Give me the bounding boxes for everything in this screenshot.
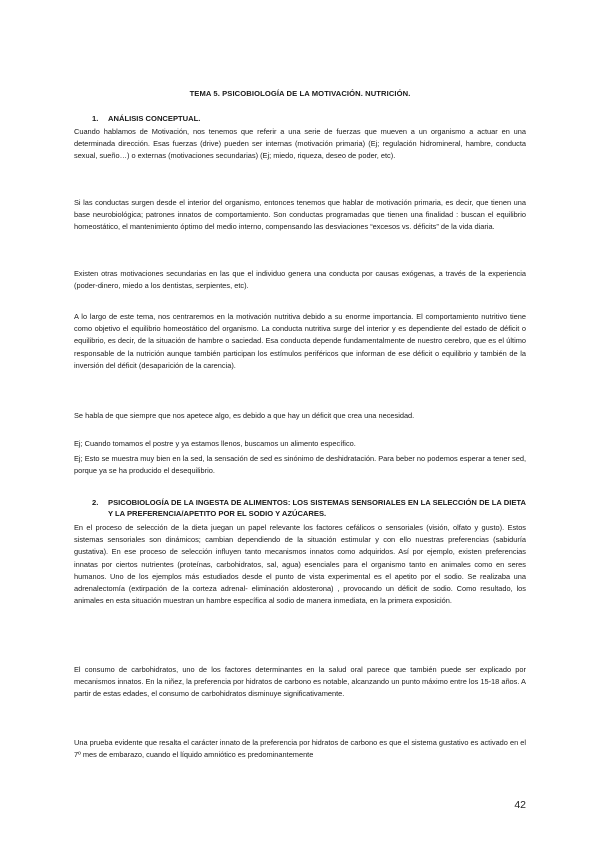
paragraph-deficit: Se habla de que siempre que nos apetece algo, es debido a que hay un déficit que crea una necesidad. bbox=[74, 411, 415, 420]
section-1-title: ANÁLISIS CONCEPTUAL. bbox=[108, 114, 201, 123]
paragraph-motivacion: Cuando hablamos de Motivación, nos tenemos que referir a una serie de fuerzas que mueven a un organismo a actuar en una determinada dirección. Esas fuerzas (drive) pueden ser internas (motivación primaria) (Ej; regulación hidromineral, hambre, conducta sexual, sueño…) o externas (motivaciones secundarias) (Ej; miedo, riqueza, deseo de poder, etc). bbox=[74, 127, 526, 161]
paragraph-ejemplo-sed: Ej; Esto se muestra muy bien en la sed, la sensación de sed es sinónimo de deshidratación. Para beber no podemos esperar a tener sed, porque ya se ha producido el desequilibrio. bbox=[74, 454, 526, 476]
paragraph-ejemplo-postre: Ej; Cuando tomamos el postre y ya estamos llenos, buscamos un alimento específico. bbox=[74, 439, 356, 448]
paragraph-motivacion-nutritiva: A lo largo de este tema, nos centraremos en la motivación nutritiva debido a su enorme importancia. El comportamiento nutritivo tiene como objetivo el equilibrio homeostático del organismo. La conducta nutritiva surge del interior y es dependiente del estado de déficit o equilibrio, es decir, de la situación de hambre o saciedad. Esa conducta depende fundamentalmente de nuestro cerebro, que es el último responsable de la nutrición aunque también participan los estímulos periféricos que informan de ese déficit o equilibrio y también de la inversión del déficit (desaparición de la carencia). bbox=[74, 312, 526, 370]
page-number: 42 bbox=[514, 799, 526, 811]
paragraph-motivacion-primaria: Si las conductas surgen desde el interior del organismo, entonces tenemos que hablar de motivación primaria, es decir, que tienen una base neurobiológica; patrones innatos de comportamiento. Son conductas programadas que tienen una finalidad : buscan el equilibrio homeostático, el mantenimiento óptimo del medio interno, compensando las desviaciones “excesos vs. déficits” de la vida diaria. bbox=[74, 198, 526, 232]
paragraph-carbohidratos: El consumo de carbohidratos, uno de los factores determinantes en la salud oral parece que también puede ser explicado por mecanismos innatos. En la niñez, la preferencia por hidratos de carbono es notable, alcanzando un punto máximo entre los 15-18 años. A partir de estas edades, el consumo de carbohidratos disminuye significativamente. bbox=[74, 665, 526, 699]
paragraph-prueba-innata: Una prueba evidente que resalta el carácter innato de la preferencia por hidratos de carbono es que el sistema gustativo es activado en el 7º mes de embarazo, cuando el líquido amniótico es predominantemente bbox=[74, 738, 526, 760]
section-2-title: PSICOBIOLOGÍA DE LA INGESTA DE ALIMENTOS: LOS SISTEMAS SENSORIALES EN LA SELECCIÓN DE LA DIETA Y LA PREFERENCIA/APETITO POR EL SODIO Y AZÚCARES. bbox=[108, 498, 526, 519]
section-1-number: 1. bbox=[92, 114, 99, 123]
page-title: TEMA 5. PSICOBIOLOGÍA DE LA MOTIVACIÓN. NUTRICIÓN. bbox=[189, 89, 411, 98]
section-1-heading bbox=[74, 113, 526, 124]
paragraph-motivaciones-secundarias: Existen otras motivaciones secundarias en las que el individuo genera una conducta por causas exógenas, a través de la experiencia (poder-dinero, miedo a los dentistas, serpientes, etc). bbox=[74, 269, 526, 291]
paragraph-seleccion-dieta: En el proceso de selección de la dieta juegan un papel relevante los factores cefálicos o sensoriales (visión, olfato y gusto). Estos sistemas sensoriales son dinámicos; cambian dependiendo de la situación estimular y con ello nuestras preferencias (sabiduría gustativa). En ese proceso de selección influyen tanto mecanismos innatos como adquiridos. Así por ejemplo, existen preferencias innatas por ciertos nutrientes (proteínas, carbohidratos, sal, agua) esenciales para el organismo tanto en animales como en seres humanos. Uno de los ejemplos más estudiados desde el punto de vista experimental es el apetito por el sodio. Se realizaba una adrenalectomía (extirpación de la corteza adrenal- eliminación aldosterona) , provocando un déficit de sodio. Como resultado, los animales en esta situación muestran un hambre específica al sodio de manera inmediata, en la primera exposición. bbox=[74, 523, 526, 606]
section-2-heading bbox=[74, 497, 526, 519]
section-2-number: 2. bbox=[92, 498, 99, 507]
